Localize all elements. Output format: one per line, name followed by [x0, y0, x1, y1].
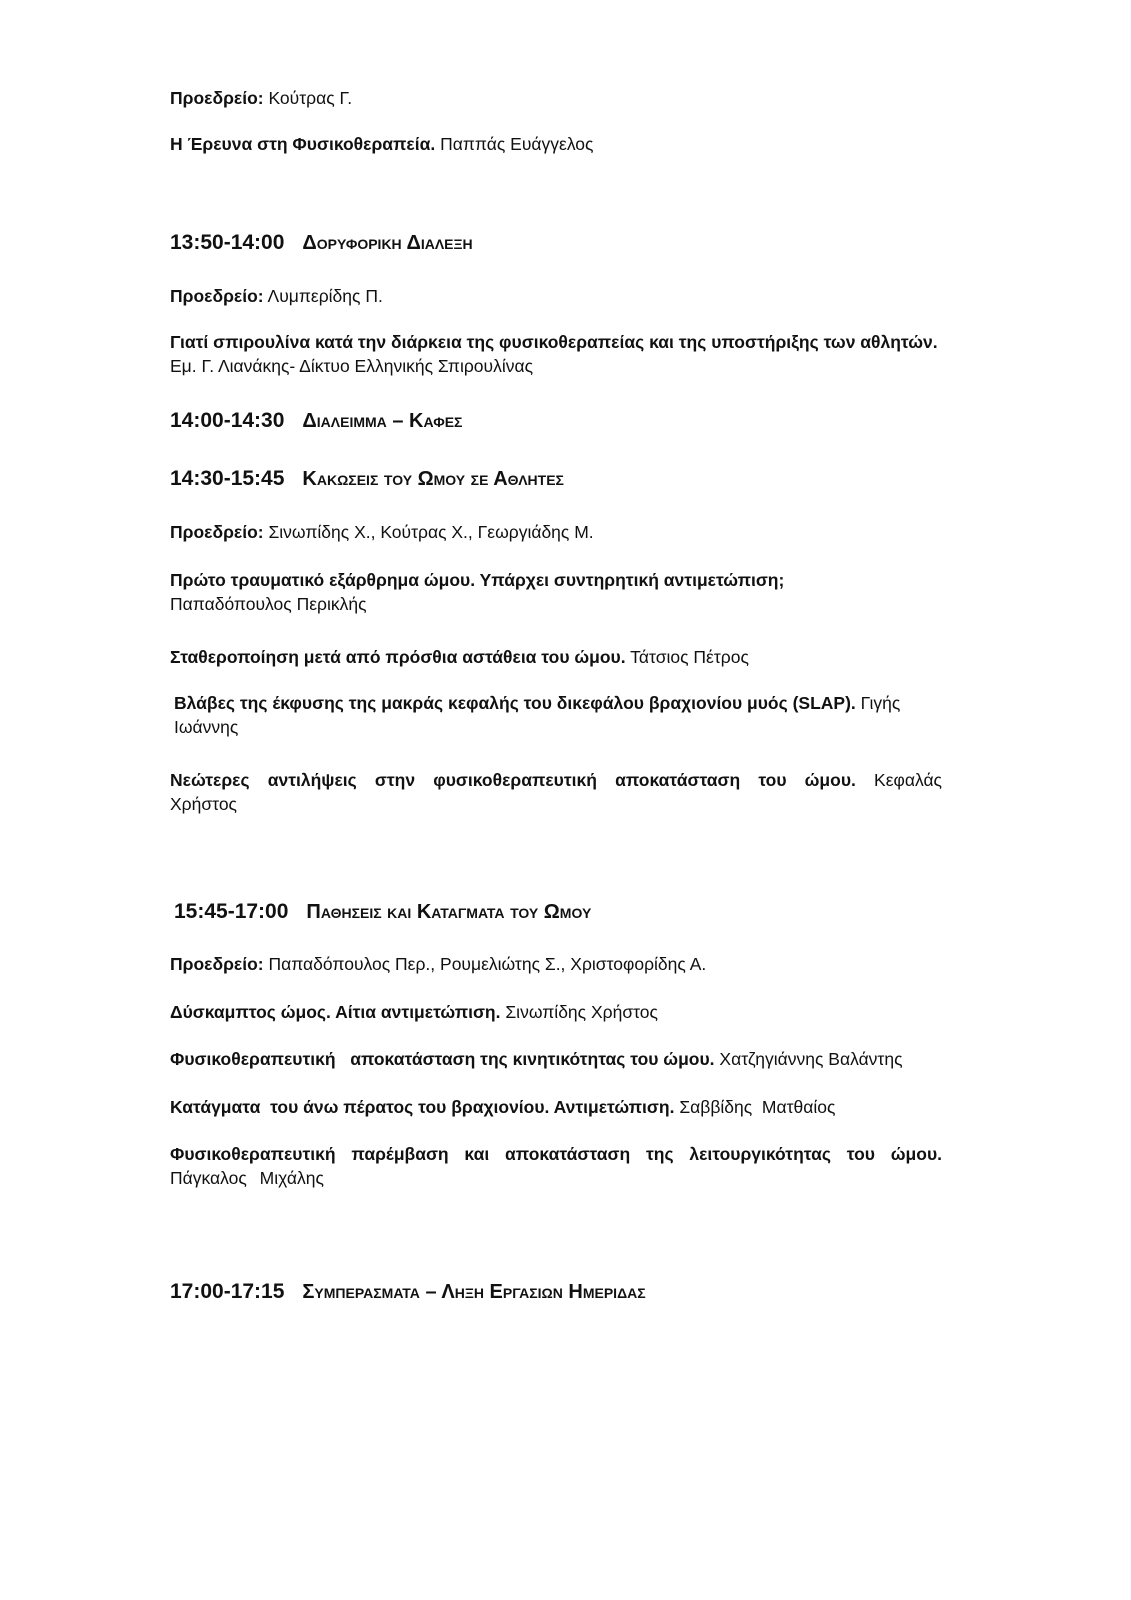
session-time: 15:45-17:00 [174, 900, 289, 923]
talk-title: Πρώτο τραυματικό εξάρθρημα ώμου. Υπάρχει συντηρητική αντιμετώπιση; [170, 570, 785, 590]
session-heading [170, 465, 564, 493]
session-chair-line [170, 520, 965, 544]
session-time: 14:30-15:45 [170, 467, 285, 490]
talk-speaker: Κεφαλάς Χρήστος [170, 770, 942, 814]
talk-item [170, 330, 965, 378]
talk-item [170, 691, 934, 739]
chair-label: Προεδρείο: [170, 88, 264, 108]
session-title: Συμπερασματα – Ληξη Εργασιων Ημεριδας [302, 1281, 646, 1303]
talk-title: Η Έρευνα στη Φυσικοθεραπεία. [170, 134, 436, 154]
talk-title: Γιατί σπιρουλίνα κατά την διάρκεια της φυσικοθεραπείας και της υποστήριξης των αθλητών. [170, 332, 938, 352]
talk-title: Φυσικοθεραπευτική παρέμβαση και αποκατάσταση της λειτουργικότητας του ώμου. [170, 1144, 942, 1164]
talk-speaker: Σινωπίδης Χρήστος [505, 1002, 658, 1022]
talk-title: Σταθεροποίηση μετά από πρόσθια αστάθεια του ώμου. [170, 647, 626, 667]
session-title: Παθησεις και Καταγματα του Ωμου [306, 901, 592, 923]
talk-title: Νεώτερες αντιλήψεις στην φυσικοθεραπευτική αποκατάσταση του ώμου. [170, 770, 856, 790]
talk-title: Δύσκαμπτος ώμος. Αίτια αντιμετώπιση. [170, 1002, 501, 1022]
session-heading [170, 229, 473, 257]
talk-speaker: Σαββίδης Ματθαίος [679, 1097, 836, 1117]
talk-speaker: Χατζηγιάννης Βαλάντης [719, 1049, 903, 1069]
session-time: 17:00-17:15 [170, 1280, 285, 1303]
talk-speaker: Παππάς Ευάγγελος [440, 134, 594, 154]
talk-title: Φυσικοθεραπευτική αποκατάσταση της κινητικότητας του ώμου. [170, 1049, 715, 1069]
chair-label: Προεδρείο: [170, 954, 264, 974]
talk-speaker: Γιγής Ιωάννης [174, 693, 901, 737]
session-title: Διαλειμμα – Καφες [302, 410, 463, 432]
talk-speaker: Παπαδόπουλος Περικλής [170, 594, 367, 614]
talk-item [170, 768, 942, 816]
talk-speaker: Πάγκαλος Μιχάλης [170, 1168, 324, 1188]
session-title: Δορυφορικη Διαλεξη [302, 232, 473, 254]
chair-names: Σινωπίδης Χ., Κούτρας Χ., Γεωργιάδης Μ. [268, 522, 594, 542]
talk-item [170, 645, 965, 669]
chair-label: Προεδρείο: [170, 286, 264, 306]
chair-names: Λυμπερίδης Π. [267, 286, 383, 306]
intro-chair-line [170, 86, 965, 110]
session-time: 14:00-14:30 [170, 409, 285, 432]
chair-names: Παπαδόπουλος Περ., Ρουμελιώτης Σ., Χριστοφορίδης Α. [268, 954, 707, 974]
chair-label: Προεδρείο: [170, 522, 264, 542]
session-heading [174, 898, 591, 926]
talk-item [170, 1000, 965, 1024]
talk-speaker: Τάτσιος Πέτρος [630, 647, 749, 667]
session-heading [170, 407, 462, 435]
talk-item [170, 568, 830, 616]
chair-names: Κούτρας Γ. [268, 88, 353, 108]
session-time: 13:50-14:00 [170, 231, 285, 254]
talk-item [170, 1142, 942, 1190]
talk-title: Κατάγματα του άνω πέρατος του βραχιονίου. Αντιμετώπιση. [170, 1097, 675, 1117]
talk-item [170, 1095, 965, 1119]
session-chair-line [170, 284, 965, 308]
talk-title: Βλάβες της έκφυσης της μακράς κεφαλής του δικεφάλου βραχιονίου μυός (SLAP). [174, 693, 856, 713]
session-chair-line [170, 952, 965, 976]
session-title: Κακωσεις του Ωμου σε Αθλητες [302, 468, 564, 490]
session-heading [170, 1278, 646, 1306]
intro-talk [170, 132, 965, 156]
talk-item [170, 1047, 965, 1071]
talk-speaker: Εμ. Γ. Λιανάκης- Δίκτυο Ελληνικής Σπιρουλίνας [170, 356, 534, 376]
